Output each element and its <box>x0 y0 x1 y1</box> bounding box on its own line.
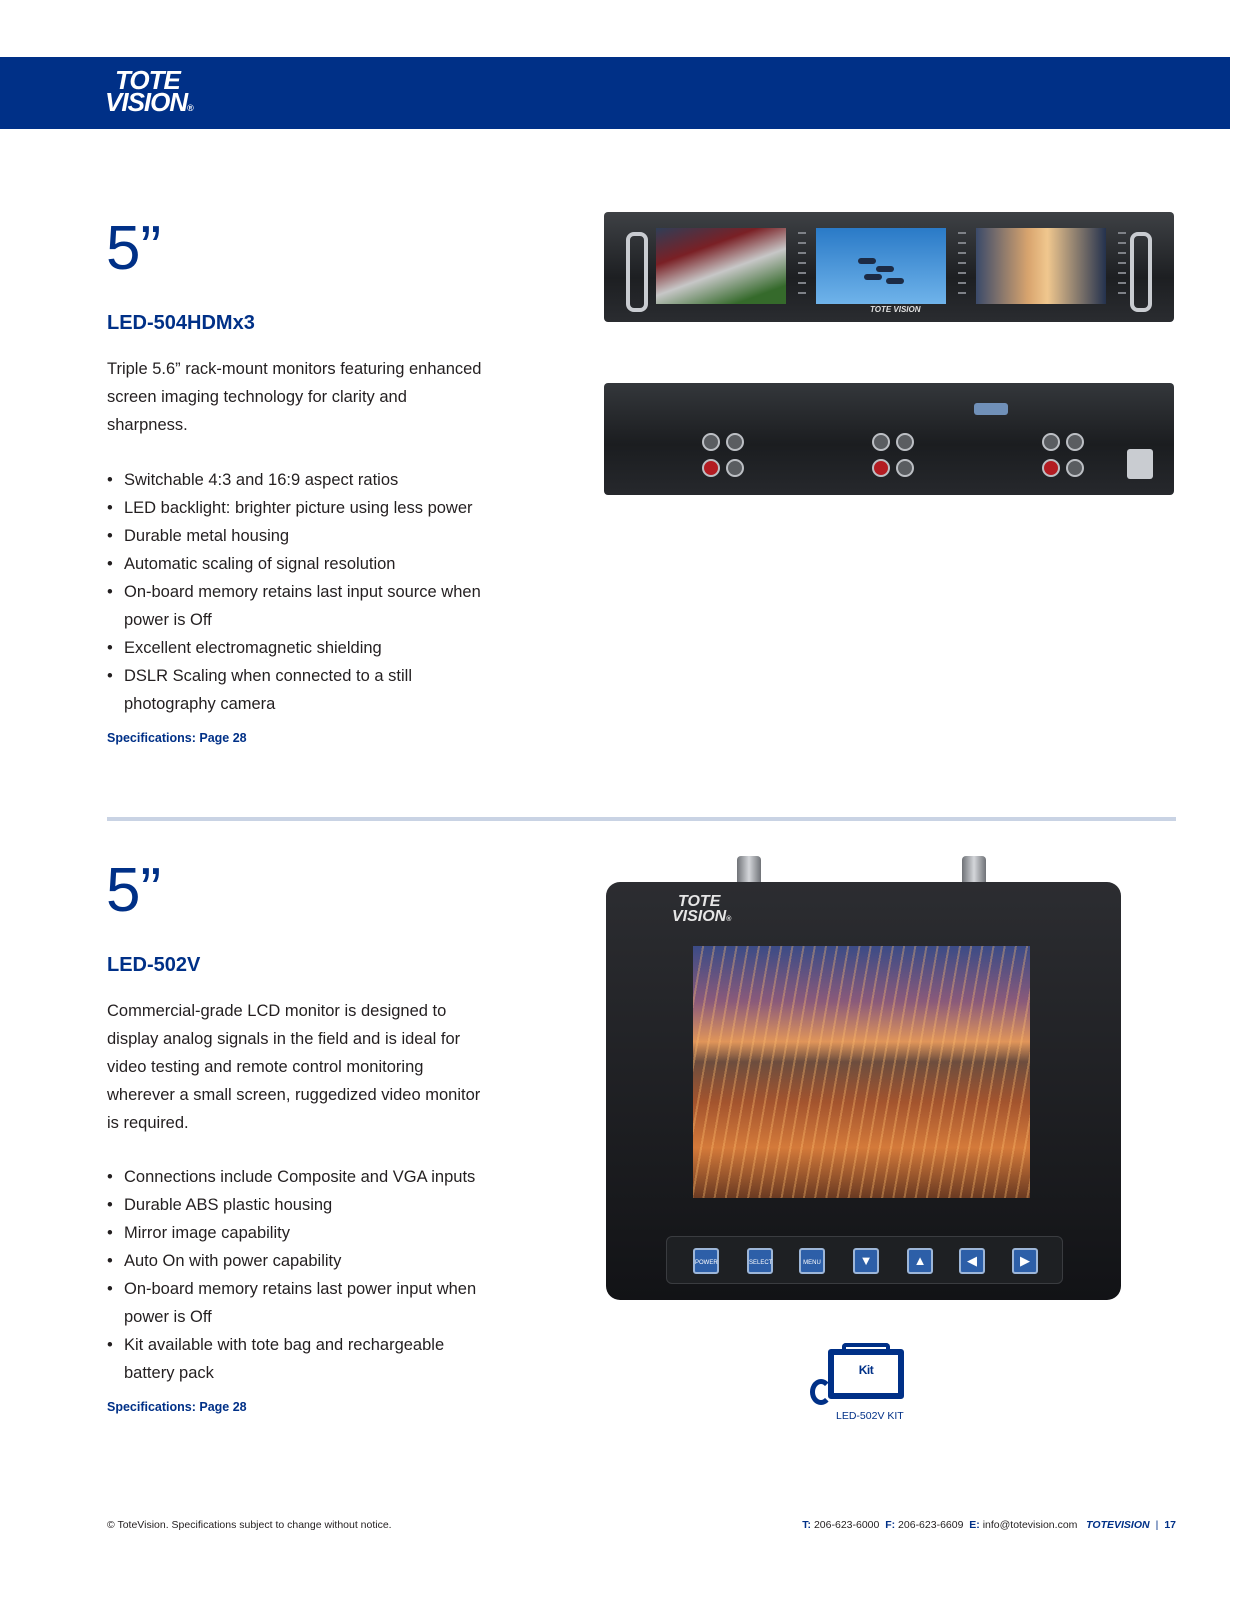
feature-item: • LED backlight: brighter picture using less power <box>107 494 487 522</box>
page-number: 17 <box>1164 1519 1176 1531</box>
rca-port <box>872 459 890 477</box>
feature-item: • Switchable 4:3 and 16:9 aspect ratios <box>107 466 487 494</box>
screen-jets <box>816 228 946 304</box>
feature-item: • Kit available with tote bag and rechargeable battery pack <box>107 1331 487 1387</box>
down-arrow-icon: ▼ <box>853 1248 879 1274</box>
kit-bag-icon <box>806 1343 910 1413</box>
footer-phone: 206-623-6000 <box>813 1519 880 1531</box>
section-divider <box>107 817 1176 821</box>
button-column <box>1118 232 1126 302</box>
monitor-logo: TOTE VISION® <box>672 893 732 925</box>
led-502v-monitor-image <box>606 882 1121 1300</box>
screen-anchor <box>976 228 1106 304</box>
header-bar <box>0 57 1230 129</box>
button-column <box>958 232 966 302</box>
device-logo: TOTE VISION <box>870 305 921 314</box>
bnc-port <box>1066 459 1084 477</box>
product1-description: Triple 5.6” rack-mount monitors featuring enhanced screen imaging technology for clarity and sharpness. <box>107 360 482 434</box>
monitor-button-bar <box>666 1236 1063 1284</box>
vga-port <box>974 403 1008 415</box>
footer-email[interactable]: info@totevision.com <box>982 1519 1078 1531</box>
feature-item: • On-board memory retains last input source when power is Off <box>107 578 487 634</box>
menu-button: MENU <box>799 1248 825 1274</box>
bnc-port <box>896 433 914 451</box>
footer-brand: TOTEVISION <box>1086 1519 1150 1531</box>
feature-item: • Excellent electromagnetic shielding <box>107 634 487 662</box>
product2-model: LED-502V <box>107 954 201 976</box>
left-arrow-icon: ◀ <box>959 1248 985 1274</box>
rca-port <box>1042 459 1060 477</box>
button-column <box>798 232 806 302</box>
product2-features <box>107 1163 487 1387</box>
product1-specs-link[interactable]: Specifications: Page 28 <box>107 731 247 745</box>
power-connector <box>1127 449 1153 479</box>
feature-item: • Durable ABS plastic housing <box>107 1191 487 1219</box>
rca-port <box>702 459 720 477</box>
select-button: SELECT <box>747 1248 773 1274</box>
bnc-port <box>1042 433 1060 451</box>
product2-specs-link[interactable]: Specifications: Page 28 <box>107 1400 247 1414</box>
bnc-port <box>1066 433 1084 451</box>
rack-monitor-back-image <box>604 383 1174 495</box>
product1-size: 5” <box>106 214 162 283</box>
feature-item: • Mirror image capability <box>107 1219 487 1247</box>
footer-fax: 206-623-6609 <box>898 1519 964 1531</box>
bnc-port <box>726 459 744 477</box>
bnc-port <box>896 459 914 477</box>
kit-label: Kit <box>858 1363 874 1377</box>
feature-item: • Automatic scaling of signal resolution <box>107 550 487 578</box>
logo-line-2: VISION <box>105 87 188 117</box>
rack-handle-right <box>1130 232 1152 312</box>
footer-copyright: © ToteVision. Specifications subject to change without notice. <box>107 1519 392 1531</box>
feature-item: • Durable metal housing <box>107 522 487 550</box>
rack-monitor-front-image <box>604 212 1174 322</box>
product1-model: LED-504HDMx3 <box>107 312 255 334</box>
rack-handle-left <box>626 232 648 312</box>
feature-item: • DSLR Scaling when connected to a still photography camera <box>107 662 487 718</box>
product1-features <box>107 466 487 718</box>
totevision-logo <box>105 65 194 119</box>
bnc-port <box>872 433 890 451</box>
screen-football <box>656 228 786 304</box>
feature-item: • On-board memory retains last power input when power is Off <box>107 1275 487 1331</box>
feature-item: • Connections include Composite and VGA inputs <box>107 1163 487 1191</box>
logo-line-1: TOTE <box>115 65 180 95</box>
feature-item: • Auto On with power capability <box>107 1247 487 1275</box>
product2-size: 5” <box>106 856 162 925</box>
footer-contact: T: 206-623-6000 F: 206-623-6609 E: info@totevision.com TOTEVISION | 17 <box>802 1519 1176 1531</box>
monitor-screen-railyard <box>693 946 1030 1198</box>
product2-description: Commercial-grade LCD monitor is designed to display analog signals in the field and is ideal for video testing and remote control monitoring wherever a small screen, ruggedized video monitor is required. <box>107 1002 481 1132</box>
bnc-port <box>726 433 744 451</box>
kit-caption: LED-502V KIT <box>836 1410 904 1422</box>
bnc-port <box>702 433 720 451</box>
power-button: POWER <box>693 1248 719 1274</box>
registered-mark: ® <box>187 103 194 113</box>
right-arrow-icon: ▶ <box>1012 1248 1038 1274</box>
up-arrow-icon: ▲ <box>907 1248 933 1274</box>
